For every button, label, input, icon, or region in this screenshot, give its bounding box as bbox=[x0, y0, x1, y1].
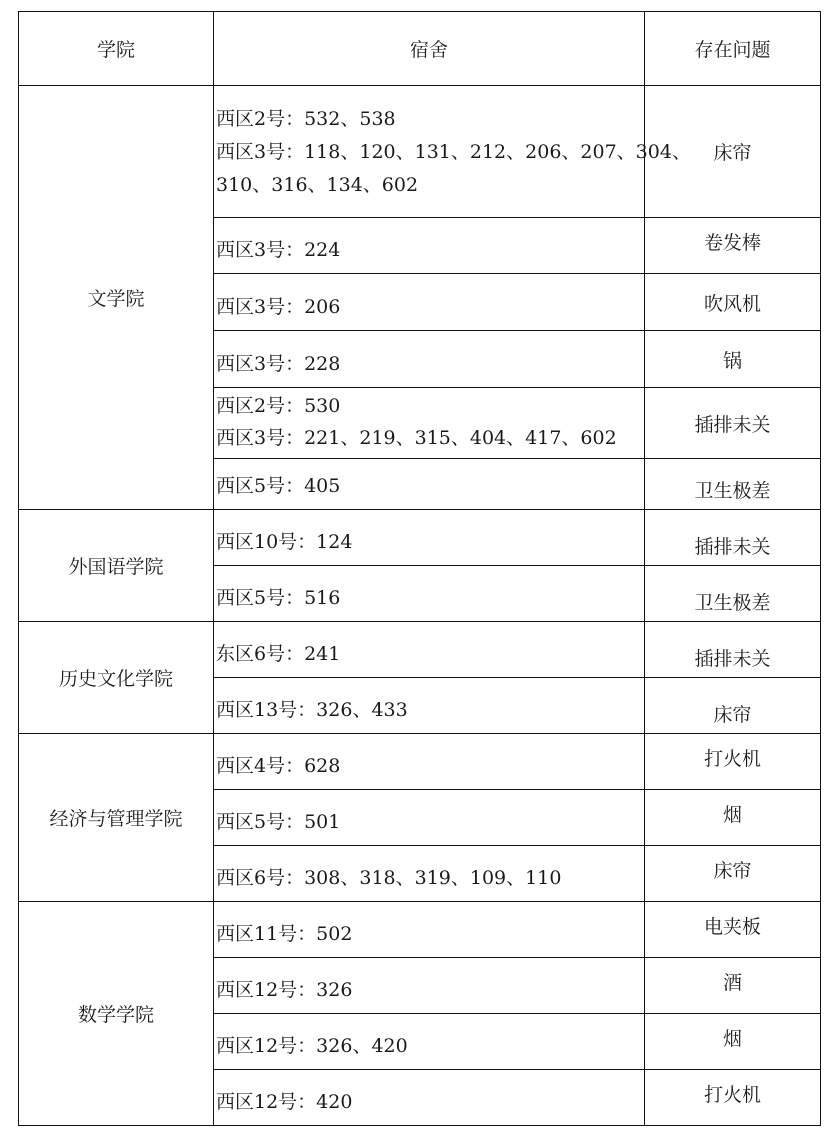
dorm-line: 西区13号：326、433 bbox=[216, 699, 408, 721]
problem-cell: 烟 bbox=[645, 1014, 821, 1070]
dorm-line: 西区5号：516 bbox=[216, 587, 341, 609]
dorm-line: 西区5号：501 bbox=[216, 811, 341, 833]
dorm-cell bbox=[214, 678, 645, 734]
problem-cell: 卫生极差 bbox=[645, 566, 821, 622]
dorm-line: 西区3号：221、219、315、404、417、602 bbox=[216, 427, 617, 449]
dorm-cell bbox=[214, 86, 691, 218]
problem-cell: 打火机 bbox=[645, 1070, 821, 1126]
dorm-cell bbox=[214, 958, 645, 1014]
dorm-line: 310、316、134、602 bbox=[216, 174, 419, 196]
college-cell: 历史文化学院 bbox=[19, 622, 214, 734]
dorm-cell bbox=[214, 566, 645, 622]
table-body bbox=[19, 86, 821, 1126]
header-row bbox=[19, 12, 821, 86]
dorm-line: 西区6号：308、318、319、109、110 bbox=[216, 867, 562, 889]
college-cell: 经济与管理学院 bbox=[19, 734, 214, 902]
table-row bbox=[19, 86, 821, 218]
dorm-line: 西区2号：530 bbox=[216, 395, 341, 417]
problem-cell: 酒 bbox=[645, 958, 821, 1014]
problem-cell: 吹风机 bbox=[645, 274, 821, 331]
problem-cell: 卫生极差 bbox=[645, 459, 821, 510]
dorm-line: 西区3号：228 bbox=[216, 353, 341, 375]
problem-cell: 烟 bbox=[645, 790, 821, 846]
problem-cell: 床帘 bbox=[645, 678, 821, 734]
dorm-line: 西区3号：118、120、131、212、206、207、304、 bbox=[216, 141, 691, 163]
dorm-cell bbox=[214, 218, 645, 274]
college-cell: 外国语学院 bbox=[19, 510, 214, 622]
problem-cell: 锅 bbox=[645, 331, 821, 388]
table-row bbox=[19, 902, 821, 958]
college-cell: 文学院 bbox=[19, 86, 214, 510]
dorm-cell bbox=[214, 510, 645, 566]
header-college: 学院 bbox=[19, 12, 214, 86]
table-row bbox=[19, 734, 821, 790]
dorm-line: 西区10号：124 bbox=[216, 531, 353, 553]
dorm-line: 西区2号：532、538 bbox=[216, 108, 396, 130]
dorm-cell bbox=[214, 734, 645, 790]
problem-cell: 插排未关 bbox=[645, 510, 821, 566]
dorm-cell bbox=[214, 902, 645, 958]
college-cell: 数学学院 bbox=[19, 902, 214, 1126]
table-row bbox=[19, 622, 821, 678]
dorm-cell bbox=[214, 790, 645, 846]
dorm-cell bbox=[214, 274, 645, 331]
problem-cell: 插排未关 bbox=[645, 388, 821, 459]
dorm-cell bbox=[214, 331, 645, 388]
dorm-cell bbox=[214, 622, 645, 678]
dorm-line: 东区6号：241 bbox=[216, 643, 341, 665]
dorm-cell bbox=[214, 1014, 645, 1070]
dorm-cell bbox=[214, 388, 645, 459]
dorm-cell bbox=[214, 459, 645, 510]
problem-cell: 打火机 bbox=[645, 734, 821, 790]
dorm-line: 西区3号：224 bbox=[216, 239, 341, 261]
problem-cell: 插排未关 bbox=[645, 622, 821, 678]
dorm-cell bbox=[214, 846, 645, 902]
dorm-line: 西区5号：405 bbox=[216, 475, 341, 497]
header-dorm: 宿舍 bbox=[214, 12, 645, 86]
problem-cell: 卷发棒 bbox=[645, 218, 821, 274]
header-problem: 存在问题 bbox=[645, 12, 821, 86]
dorm-line: 西区11号：502 bbox=[216, 923, 353, 945]
dorm-line: 西区3号：206 bbox=[216, 296, 341, 318]
table-row bbox=[19, 510, 821, 566]
dorm-inspection-table bbox=[18, 11, 821, 1126]
problem-cell: 电夹板 bbox=[645, 902, 821, 958]
dorm-cell bbox=[214, 1070, 645, 1126]
problem-cell: 床帘 bbox=[645, 86, 821, 218]
problem-cell: 床帘 bbox=[645, 846, 821, 902]
dorm-line: 西区12号：326 bbox=[216, 979, 353, 1001]
dorm-line: 西区12号：326、420 bbox=[216, 1035, 408, 1057]
dorm-line: 西区12号：420 bbox=[216, 1091, 353, 1113]
dorm-line: 西区4号：628 bbox=[216, 755, 341, 777]
